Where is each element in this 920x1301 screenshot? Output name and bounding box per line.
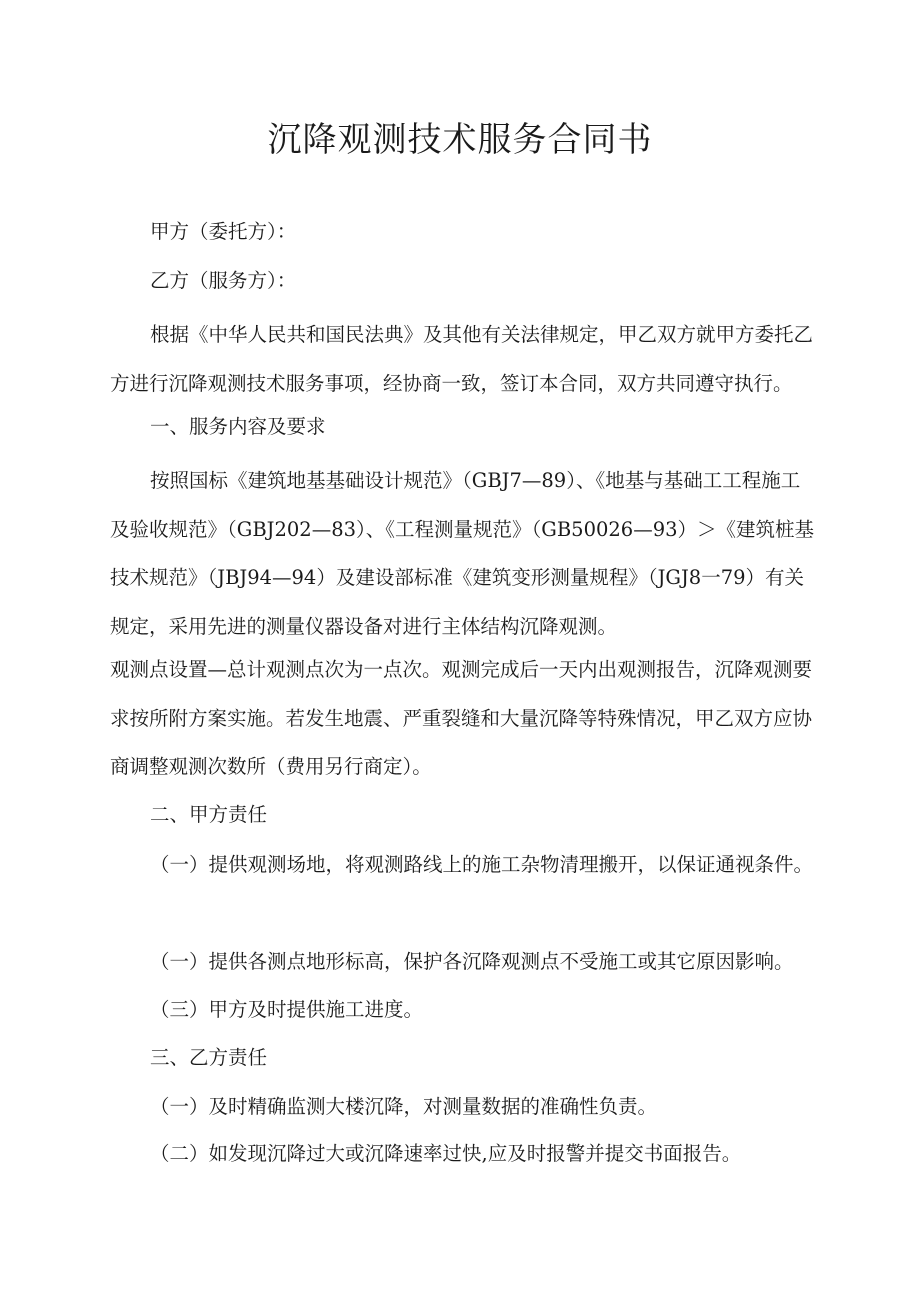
section1-standards-paragraph: 按照国标《建筑地基基础设计规范》（GBJ7—89）、《地基与基础工工程施工及验收规范》（GBJ202—83）、《工程测量规范》（GB50026—93）＞《建筑桩基技术规范》（JBJ94—94）及建设部标准《建筑变形测量规程》（JGJ8一79）有关规定，采用先进的测量仪器设备对进行主体结构沉降观测。 [110, 469, 815, 638]
section1-points-paragraph: 观测点设置—总计观测点次为一点次。观测完成后一天内出观测报告，沉降观测要求按所附方案实施。若发生地震、严重裂缝和大量沉降等特殊情况，甲乙双方应协商调整观测次数所（费用另行商定）。 [110, 658, 813, 778]
section1-heading: 一、服务内容及要求 [150, 415, 326, 438]
party-a-label: 甲方（委托方）： [150, 220, 297, 243]
section3-item2: （二）如发现沉降过大或沉降速率过快,应及时报警并提交书面报告。 [150, 1142, 742, 1165]
section2-item2: （一）提供各测点地形标高，保护各沉降观测点不受施工或其它原因影响。 [150, 950, 794, 973]
intro-paragraph: 根据《中华人民共和国民法典》及其他有关法律规定，甲乙双方就甲方委托乙方进行沉降观测技术服务事项，经协商一致，签订本合同，双方共同遵守执行。 [110, 323, 814, 395]
section2-item3: （三）甲方及时提供施工进度。 [150, 998, 424, 1021]
section3-heading: 三、乙方责任 [150, 1046, 268, 1069]
section2-heading: 二、甲方责任 [150, 803, 268, 826]
party-b-label: 乙方（服务方）： [150, 269, 297, 292]
section2-item1: （一）提供观测场地，将观测路线上的施工杂物清理搬开，以保证通视条件。 [150, 853, 814, 876]
document-title: 沉降观测技术服务合同书 [267, 120, 653, 160]
section3-item1: （一）及时精确监测大楼沉降，对测量数据的准确性负责。 [150, 1095, 658, 1118]
